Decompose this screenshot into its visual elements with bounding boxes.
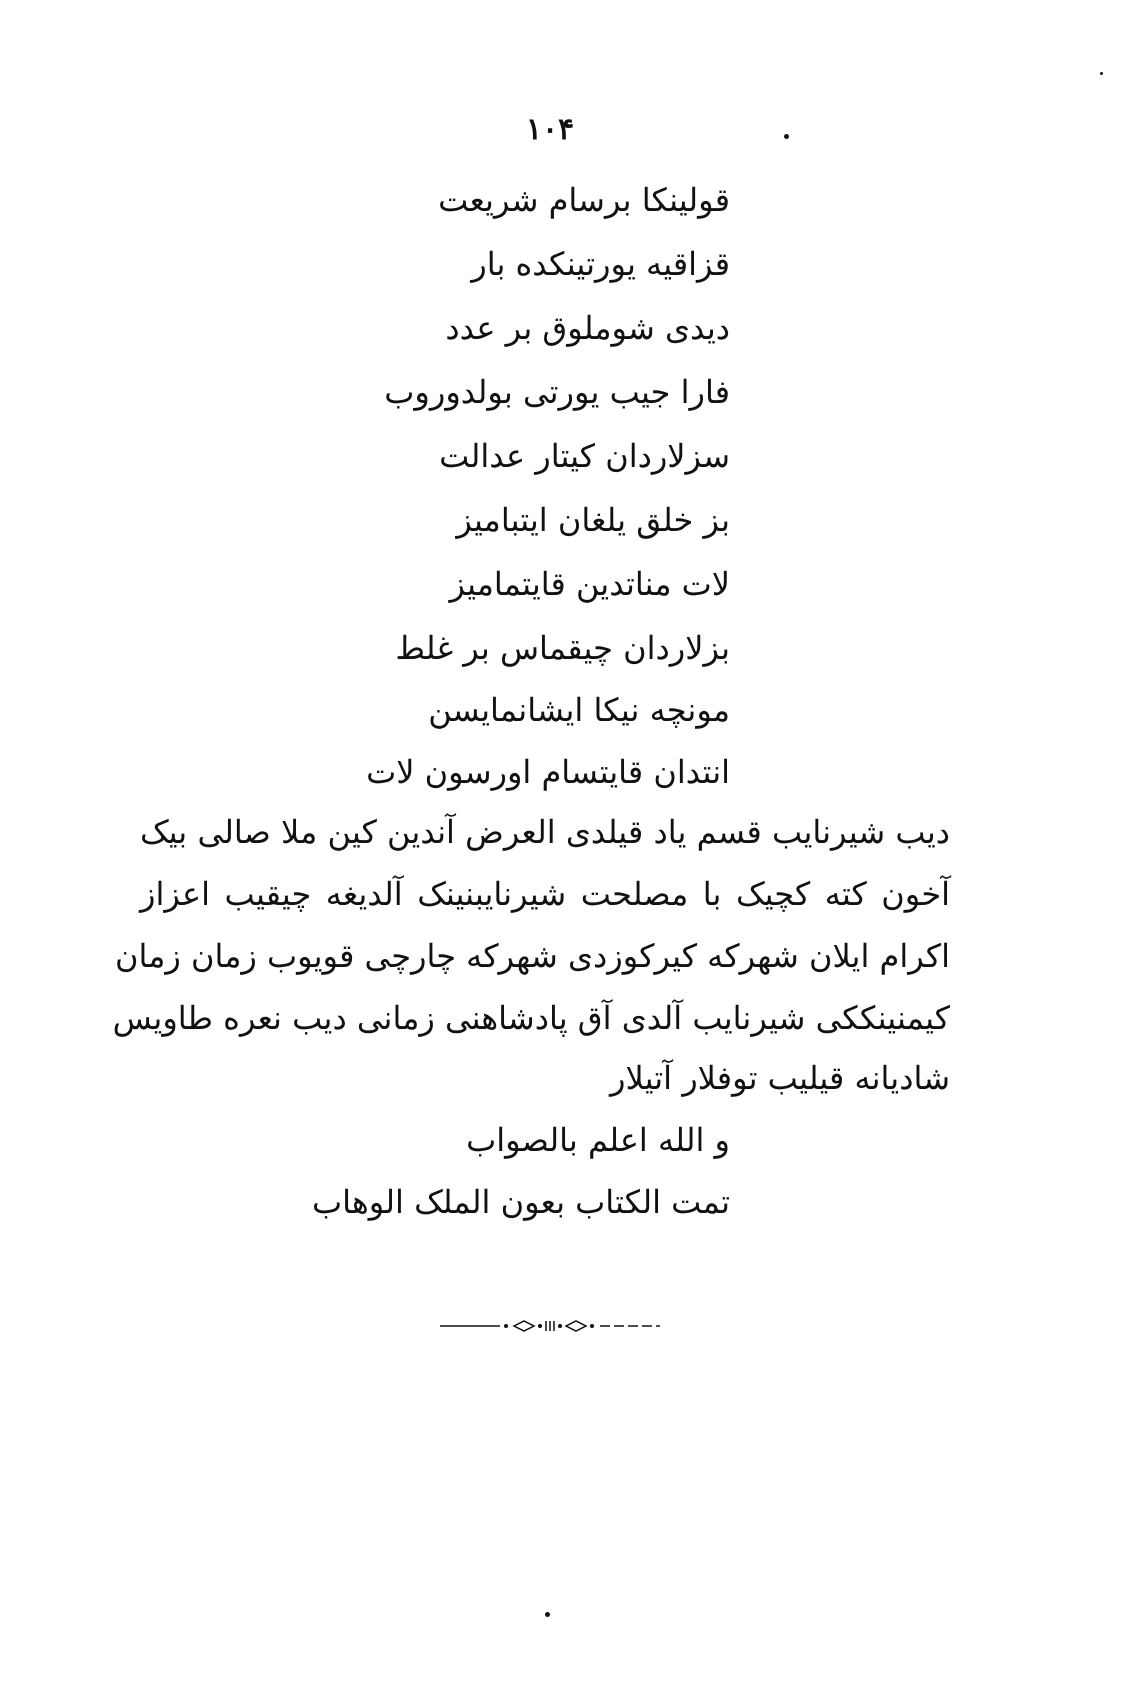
verse-line: فارا جیب یورتی بولدوروب bbox=[384, 373, 730, 411]
colophon-line: تمت الکتاب بعون الملک الوهاب bbox=[311, 1183, 730, 1221]
ink-dot bbox=[545, 1612, 550, 1617]
prose-line: کیمنینککی شیرنایب آلدی آق پادشاهنی زمانی دیب نعره طاویس bbox=[112, 999, 950, 1037]
page-number: ۱۰۴ bbox=[525, 112, 575, 147]
prose-line: اکرام ایلان شهرکه کیرکوزدی شهرکه چارچی قویوب زمان زمان bbox=[114, 937, 950, 975]
verse-line: دیدی شوملوق بر عدد bbox=[445, 309, 730, 347]
ink-dot bbox=[784, 134, 789, 139]
verse-line: قزاقیه یورتینکده بار bbox=[471, 245, 730, 283]
closing-line: و الله اعلم بالصواب bbox=[466, 1121, 730, 1159]
verse-line: بزلاردان چیقماس بر غلط bbox=[395, 629, 730, 667]
verse-line: قولینکا برسام شریعت bbox=[438, 181, 730, 219]
end-ornament bbox=[440, 1318, 660, 1334]
verse-line: انتدان قایتسام اورسون لات bbox=[366, 753, 730, 791]
verse-line: مونچه نیکا ایشانمایسن bbox=[428, 691, 730, 729]
ink-dot bbox=[1100, 72, 1103, 75]
prose-line: آخون کته کچیک با مصلحت شیرنایبنینک آلدیغه چیقیب اعزاز bbox=[140, 875, 950, 913]
prose-line: دیب شیرنایب قسم یاد قیلدی العرض آندین کین ملا صالی بیک bbox=[140, 813, 950, 851]
prose-line: شادیانه قیلیب توفلار آتیلار bbox=[610, 1059, 950, 1097]
verse-line: لات مناتدین قایتمامیز bbox=[449, 565, 730, 603]
verse-line: سزلاردان کیتار عدالت bbox=[439, 437, 730, 475]
verse-line: بز خلق یلغان ایتبامیز bbox=[456, 501, 730, 539]
